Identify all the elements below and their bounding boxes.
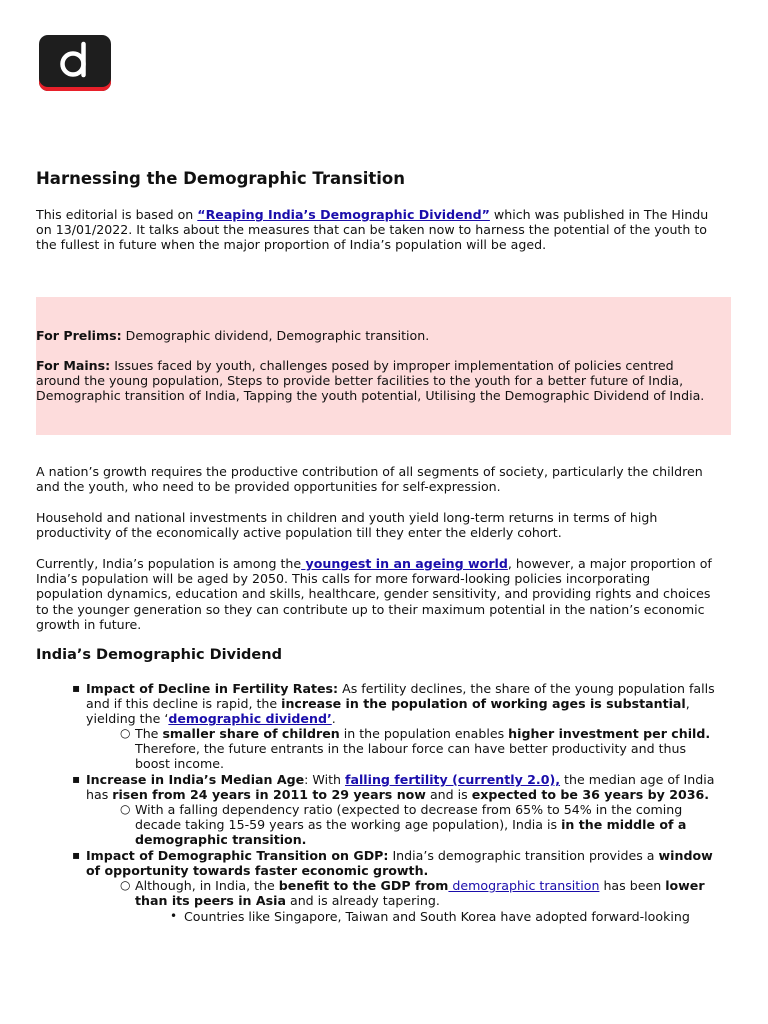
youngest-ageing-world-link[interactable]: youngest in an ageing world — [301, 556, 508, 571]
sub-item-dependency-ratio: With a falling dependency ratio (expected to decrease from 65% to 54% in the coming decade taking 15-59 years as the working age population), India is in the middle of a demographic transition. — [135, 802, 687, 848]
intro-line-1: This editorial is based on “Reaping India’s Demographic Dividend” which was published in The Hindu — [36, 207, 709, 222]
mains-line-1: For Mains: Issues faced by youth, challenges posed by improper implementation of policies centred — [36, 358, 674, 373]
site-logo[interactable] — [39, 35, 111, 91]
circle-bullet-icon: ○ — [120, 802, 131, 816]
bullet-icon: ▪ — [72, 681, 81, 695]
logo-d-glyph — [39, 35, 111, 91]
syllabus-box — [36, 297, 731, 435]
bullet-icon: ▪ — [72, 772, 81, 786]
paragraph-1: A nation’s growth requires the productive contribution of all segments of society, particularly the children and the youth, who need to be provided opportunities for self-expression. — [36, 464, 703, 495]
prelims-line: For Prelims: Demographic dividend, Demographic transition. — [36, 328, 430, 343]
source-article-link[interactable]: “Reaping India’s Demographic Dividend” — [197, 207, 490, 222]
bullet-icon: ▪ — [72, 848, 81, 862]
falling-fertility-link[interactable]: falling fertility (currently 2.0), — [345, 772, 561, 787]
circle-bullet-icon: ○ — [120, 726, 131, 740]
sub-item-gdp-benefit: Although, in India, the benefit to the GDP from demographic transition has been lower than its peers in Asia and is already tapering. — [135, 878, 705, 909]
section-heading: India’s Demographic Dividend — [36, 647, 282, 663]
disc-bullet-icon: • — [170, 909, 178, 923]
sub-sub-item-countries: Countries like Singapore, Taiwan and South Korea have adopted forward-looking — [184, 909, 690, 924]
circle-bullet-icon: ○ — [120, 878, 131, 892]
intro-line-2: on 13/01/2022. It talks about the measures that can be taken now to harness the potential of the youth to — [36, 222, 707, 238]
intro-paragraph — [36, 207, 736, 253]
intro-line-3: the fullest in future when the major proportion of India’s population will be aged. — [36, 237, 547, 253]
article-title: Harnessing the Demographic Transition — [36, 169, 405, 188]
sub-item-smaller-share: The smaller share of children in the population enables higher investment per child. Therefore, the future entrants in the labour force can have better productivity and thus boost income. — [135, 726, 711, 772]
list-item-fertility: Impact of Decline in Fertility Rates: As fertility declines, the share of the young population falls and if this decline is rapid, the increase in the population of working ages is substantial, yielding the ‘demographic dividend’. — [86, 681, 715, 727]
demographic-transition-link[interactable]: demographic transition — [448, 878, 600, 893]
list-item-median-age: Increase in India’s Median Age: With falling fertility (currently 2.0), the median age of India has risen from 24 years in 2011 to 29 years now and is expected to be 36 years by 2036. — [86, 772, 715, 803]
paragraph-3: Currently, India’s population is among the youngest in an ageing world, however, a major proportion of India’s population will be aged by 2050. This calls for more forward-looking policies incorporating population dynamics, education and skills, healthcare, gender sensitivity, and providing rights and choices to the younger generation so they can contribute up to their maximum potential in the nation’s economic growth in future. — [36, 556, 712, 632]
mains-line-2: around the young population, Steps to provide better facilities to the youth for a better future of India, — [36, 373, 684, 388]
list-item-gdp: Impact of Demographic Transition on GDP: India’s demographic transition provides a window of opportunity towards faster economic growth. — [86, 848, 713, 879]
demographic-dividend-link[interactable]: demographic dividend’ — [168, 711, 332, 727]
paragraph-2: Household and national investments in children and youth yield long-term returns in terms of high productivity of the economically active population till they enter the elderly cohort. — [36, 510, 658, 541]
mains-line-3: Demographic transition of India, Tapping the youth potential, Utilising the Demographic Dividend of India. — [36, 388, 705, 403]
